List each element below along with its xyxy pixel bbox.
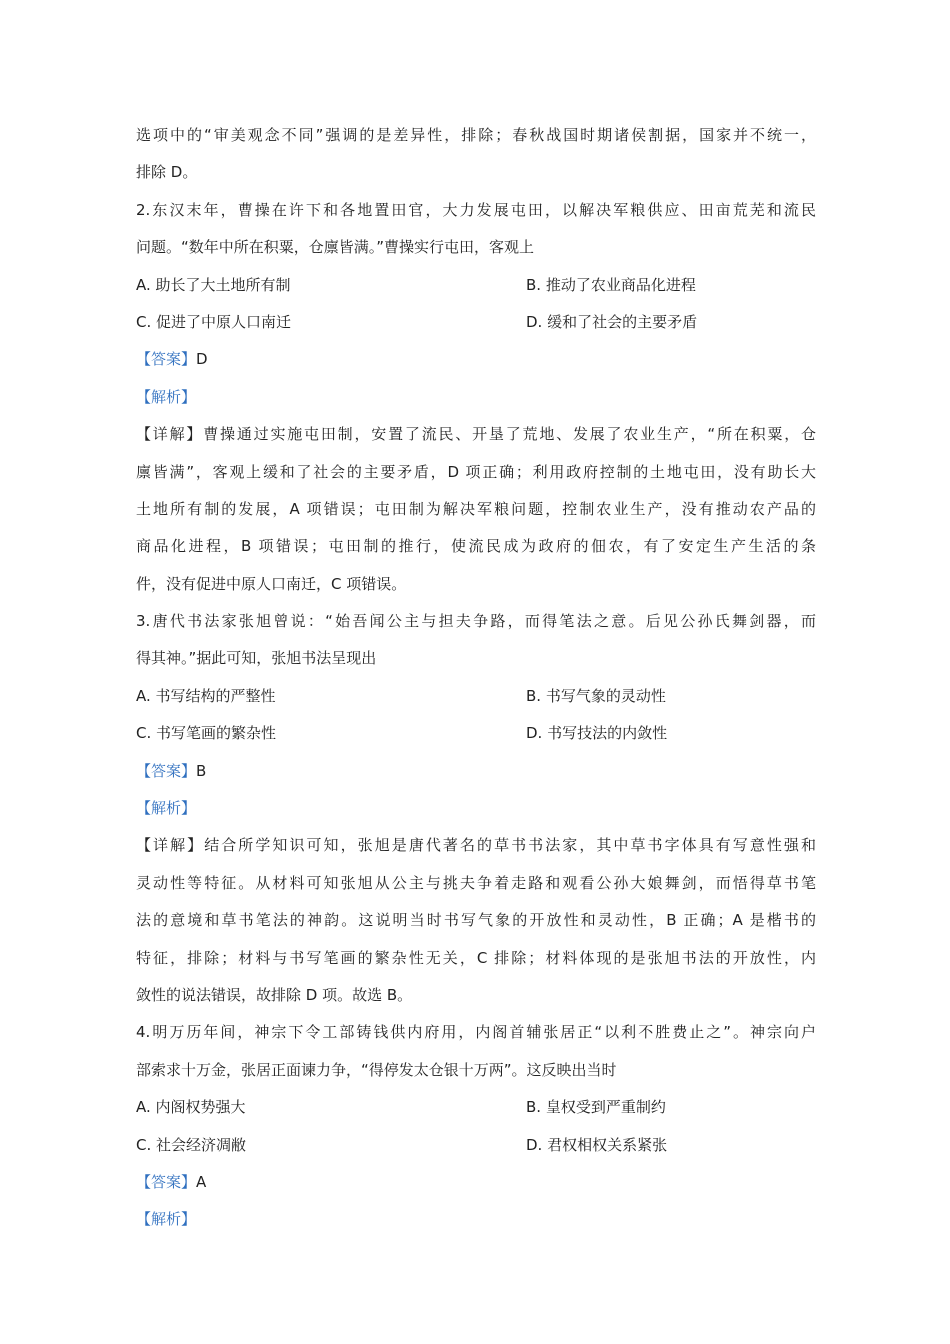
detail-line: 法的意境和草书笔法的神韵。这说明当时书写气象的开放性和灵动性，B 正确；A 是楷书的	[136, 911, 816, 930]
answer-line	[136, 753, 816, 790]
answer-label: 【答案】	[136, 761, 197, 780]
question-4	[136, 1014, 816, 1238]
answer-label: 【答案】	[136, 350, 197, 369]
question-stem-line: 得其神。”据此可知，张旭书法呈现出	[136, 649, 377, 668]
options-row	[136, 678, 816, 715]
detail-line: 商品化进程，B 项错误；屯田制的推行，使流民成为政府的佃农，有了安定生产生活的条	[136, 537, 816, 556]
option-c: C. 促进了中原人口南迁	[136, 312, 292, 331]
answer-label: 【答案】	[136, 1172, 197, 1191]
intro-line-2: 排除 D。	[136, 163, 198, 182]
answer-value: B	[196, 761, 207, 780]
option-d: D. 缓和了社会的主要矛盾	[526, 312, 698, 331]
analysis-label: 【解析】	[136, 1210, 197, 1229]
detail-line: 敛性的说法错误，故排除 D 项。故选 B。	[136, 985, 413, 1004]
question-stem-line: 部索求十万金，张居正面谏力争，“得停发太仓银十万两”。这反映出当时	[136, 1060, 617, 1079]
detail-line: 廪皆满”，客观上缓和了社会的主要矛盾，D 项正确；利用政府控制的土地屯田，没有助长大	[136, 462, 816, 481]
question-2	[136, 192, 816, 603]
options-row	[136, 1089, 816, 1126]
question-stem-line: 问题。“数年中所在积粟，仓廪皆满。”曹操实行屯田，客观上	[136, 238, 535, 257]
option-c: C. 书写笔画的繁杂性	[136, 724, 277, 743]
detail-line: 件，没有促进中原人口南迁，C 项错误。	[136, 574, 407, 593]
options-row	[136, 1127, 816, 1164]
detail-line: 【详解】曹操通过实施屯田制，安置了流民、开垦了荒地、发展了农业生产，“所在积粟，仓	[136, 425, 816, 444]
question-stem-line: 2.东汉末年，曹操在许下和各地置田官，大力发展屯田，以解决军粮供应、田亩荒芜和流民	[136, 200, 816, 219]
analysis-label: 【解析】	[136, 799, 197, 818]
options-row	[136, 715, 816, 752]
intro-line-1: 选项中的“审美观念不同”强调的是差异性，排除；春秋战国时期诸侯割据，国家并不统一，	[136, 126, 816, 144]
document-page	[136, 117, 816, 1239]
options-row	[136, 304, 816, 341]
detail-line: 特征，排除；材料与书写笔画的繁杂性无关，C 排除；材料体现的是张旭书法的开放性，内	[136, 948, 816, 967]
answer-line	[136, 1164, 816, 1201]
option-a: A. 书写结构的严整性	[136, 686, 276, 705]
option-c: C. 社会经济凋敝	[136, 1135, 247, 1154]
option-a: A. 内阁权势强大	[136, 1098, 246, 1117]
options-row	[136, 267, 816, 304]
question-stem-line: 4.明万历年间，神宗下令工部铸钱供内府用，内阁首辅张居正“以利不胜费止之”。神宗向户	[136, 1023, 816, 1042]
option-d: D. 君权相权关系紧张	[526, 1135, 668, 1154]
detail-line: 【详解】结合所学知识可知，张旭是唐代著名的草书书法家，其中草书字体具有写意性强和	[136, 836, 816, 855]
question-3	[136, 603, 816, 1014]
option-a: A. 助长了大土地所有制	[136, 275, 291, 294]
question-stem-line: 3.唐代书法家张旭曾说：“始吾闻公主与担夫争路，而得笔法之意。后见公孙氏舞剑器，而	[136, 612, 816, 631]
detail-line: 土地所有制的发展，A 项错误；屯田制为解决军粮问题，控制农业生产，没有推动农产品的	[136, 499, 816, 518]
option-b: B. 皇权受到严重制约	[526, 1098, 666, 1117]
option-b: B. 推动了农业商品化进程	[526, 275, 696, 294]
analysis-label: 【解析】	[136, 387, 197, 406]
answer-value: A	[196, 1172, 207, 1191]
detail-line: 灵动性等特征。从材料可知张旭从公主与挑夫争着走路和观看公孙大娘舞剑，而悟得草书笔	[136, 873, 816, 892]
answer-line	[136, 341, 816, 378]
option-d: D. 书写技法的内敛性	[526, 724, 668, 743]
answer-value: D	[196, 350, 208, 369]
option-b: B. 书写气象的灵动性	[526, 686, 666, 705]
